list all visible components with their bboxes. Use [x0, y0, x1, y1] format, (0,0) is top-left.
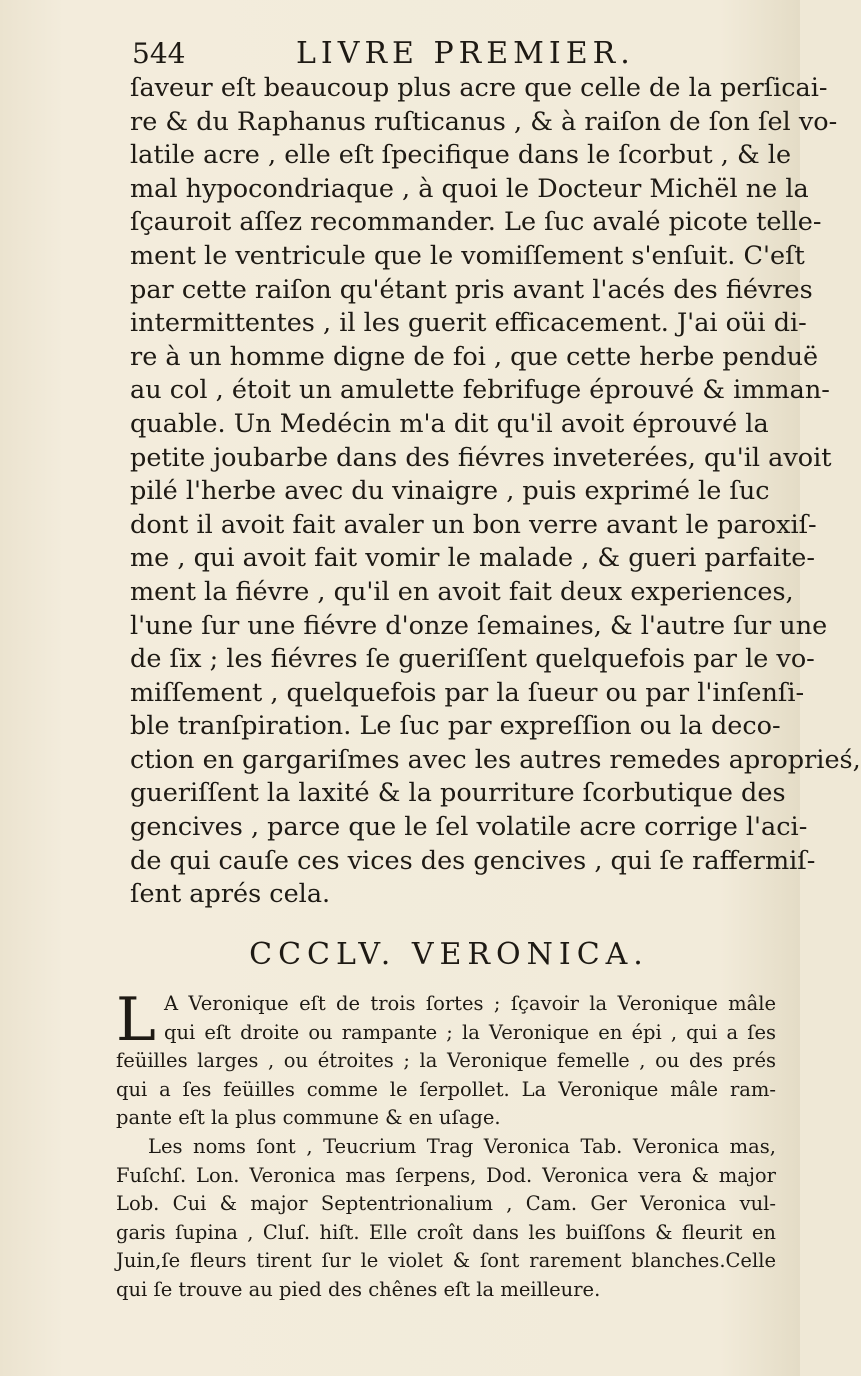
text-line: Fuſchſ. Lon. Veronica mas ſerpens, Dod. Veronica vera & major [116, 1163, 776, 1187]
drop-cap-block [116, 985, 776, 1055]
text-line: par cette raiſon qu'étant pris avant l'acés des fiévres [130, 274, 813, 305]
text-line: ment le ventricule que le vomiſſement s'enſuit. C'eſt [130, 240, 805, 271]
text-line: Lob. Cui & major Septentrionalium , Cam. Ger Veronica vul- [116, 1192, 776, 1216]
text-line: petite joubarbe dans des fiévres inveterées, qu'il avoit [130, 442, 832, 473]
text-line: au col , étoit un amulette febrifuge éprouvé & imman- [130, 375, 830, 406]
text-line: ment la fiévre , qu'il en avoit fait deux experiences, [130, 576, 794, 607]
text-line: ſaveur eſt beaucoup plus acre que celle de la perſicai- [130, 73, 828, 103]
text-line: Les noms ſont , Teucrium Trag Veronica Tab. Veronica mas, [148, 1134, 776, 1158]
text-line: gencives , parce que le ſel volatile acre corrige l'aci- [130, 812, 808, 843]
text-line: ſçauroit aſſez recommander. Le ſuc avalé picote telle- [130, 207, 822, 238]
text-line: pante eſt la plus commune & en uſage. [116, 1106, 501, 1130]
body-paragraph [130, 72, 861, 912]
page-number: 544 [132, 37, 186, 70]
text-line: de ſix ; les fiévres ſe gueriſſent quelquefois par le vo- [130, 644, 815, 675]
page-header [132, 34, 772, 74]
text-line: garis ſupina , Cluſ. hiſt. Elle croît dans les buiſſons & fleurit en [116, 1220, 776, 1244]
text-line: qui eſt droite ou rampante ; la Veronique en épi , qui a ſes [164, 1020, 776, 1044]
text-line: de qui cauſe ces vices des gencives , qui ſe raffermiſ- [130, 845, 816, 876]
text-line: Juin,ſe fleurs tirent ſur le violet & ſont rarement blanches.Celle [116, 1249, 776, 1273]
running-title: LIVRE PREMIER. [296, 36, 635, 71]
text-line: re à un homme digne de foi , que cette herbe penduë [130, 341, 819, 372]
veronica-section [116, 985, 776, 1305]
text-line: ble tranſpiration. Le ſuc par expreſſion ou la deco- [130, 711, 781, 742]
section-heading: CCCLV. VERONICA. [249, 937, 649, 972]
text-line: pilé l'herbe avec du vinaigre , puis exprimé le ſuc [130, 476, 770, 507]
text-line: intermittentes , il les guerit efficacement. J'ai oüi di- [130, 308, 807, 339]
text-line: gueriſſent la laxité & la pourriture ſcorbutique des [130, 778, 786, 809]
text-line: qui ſe trouve au pied des chênes eſt la meilleure. [116, 1277, 601, 1301]
text-line: mal hypocondriaque , à quoi le Docteur Michël ne la [130, 173, 809, 204]
text-line: ction en gargariſmes avec les autres remedes aproprieś, [130, 744, 861, 775]
text-line: me , qui avoit fait vomir le malade , & gueri parfaite- [130, 543, 815, 574]
text-line: ſent aprés cela. [130, 879, 331, 910]
text-line: re & du Raphanus ruſticanus , & à raiſon de ſon ſel vo- [130, 106, 838, 137]
text-line: l'une ſur une fiévre d'onze ſemaines, & l'autre ſur une [130, 610, 828, 641]
text-line: qui a ſes feüilles comme le ſerpollet. La Veronique mâle ram- [116, 1077, 776, 1101]
text-line: dont il avoit fait avaler un bon verre avant le paroxiſ- [130, 509, 817, 540]
text-line: miſſement , quelquefois par la ſueur ou par l'inſenſi- [130, 677, 805, 708]
text-line: feüilles larges , ou étroites ; la Veronique femelle , ou des prés [116, 1049, 776, 1073]
drop-cap: L [116, 985, 156, 1055]
text-line: quable. Un Medécin m'a dit qu'il avoit éprouvé la [130, 408, 769, 439]
text-line: A Veronique eſt de trois ſortes ; ſçavoir la Veronique mâle [164, 992, 776, 1015]
text-line: latile acre , elle eſt ſpecifique dans le ſcorbut , & le [130, 140, 792, 171]
